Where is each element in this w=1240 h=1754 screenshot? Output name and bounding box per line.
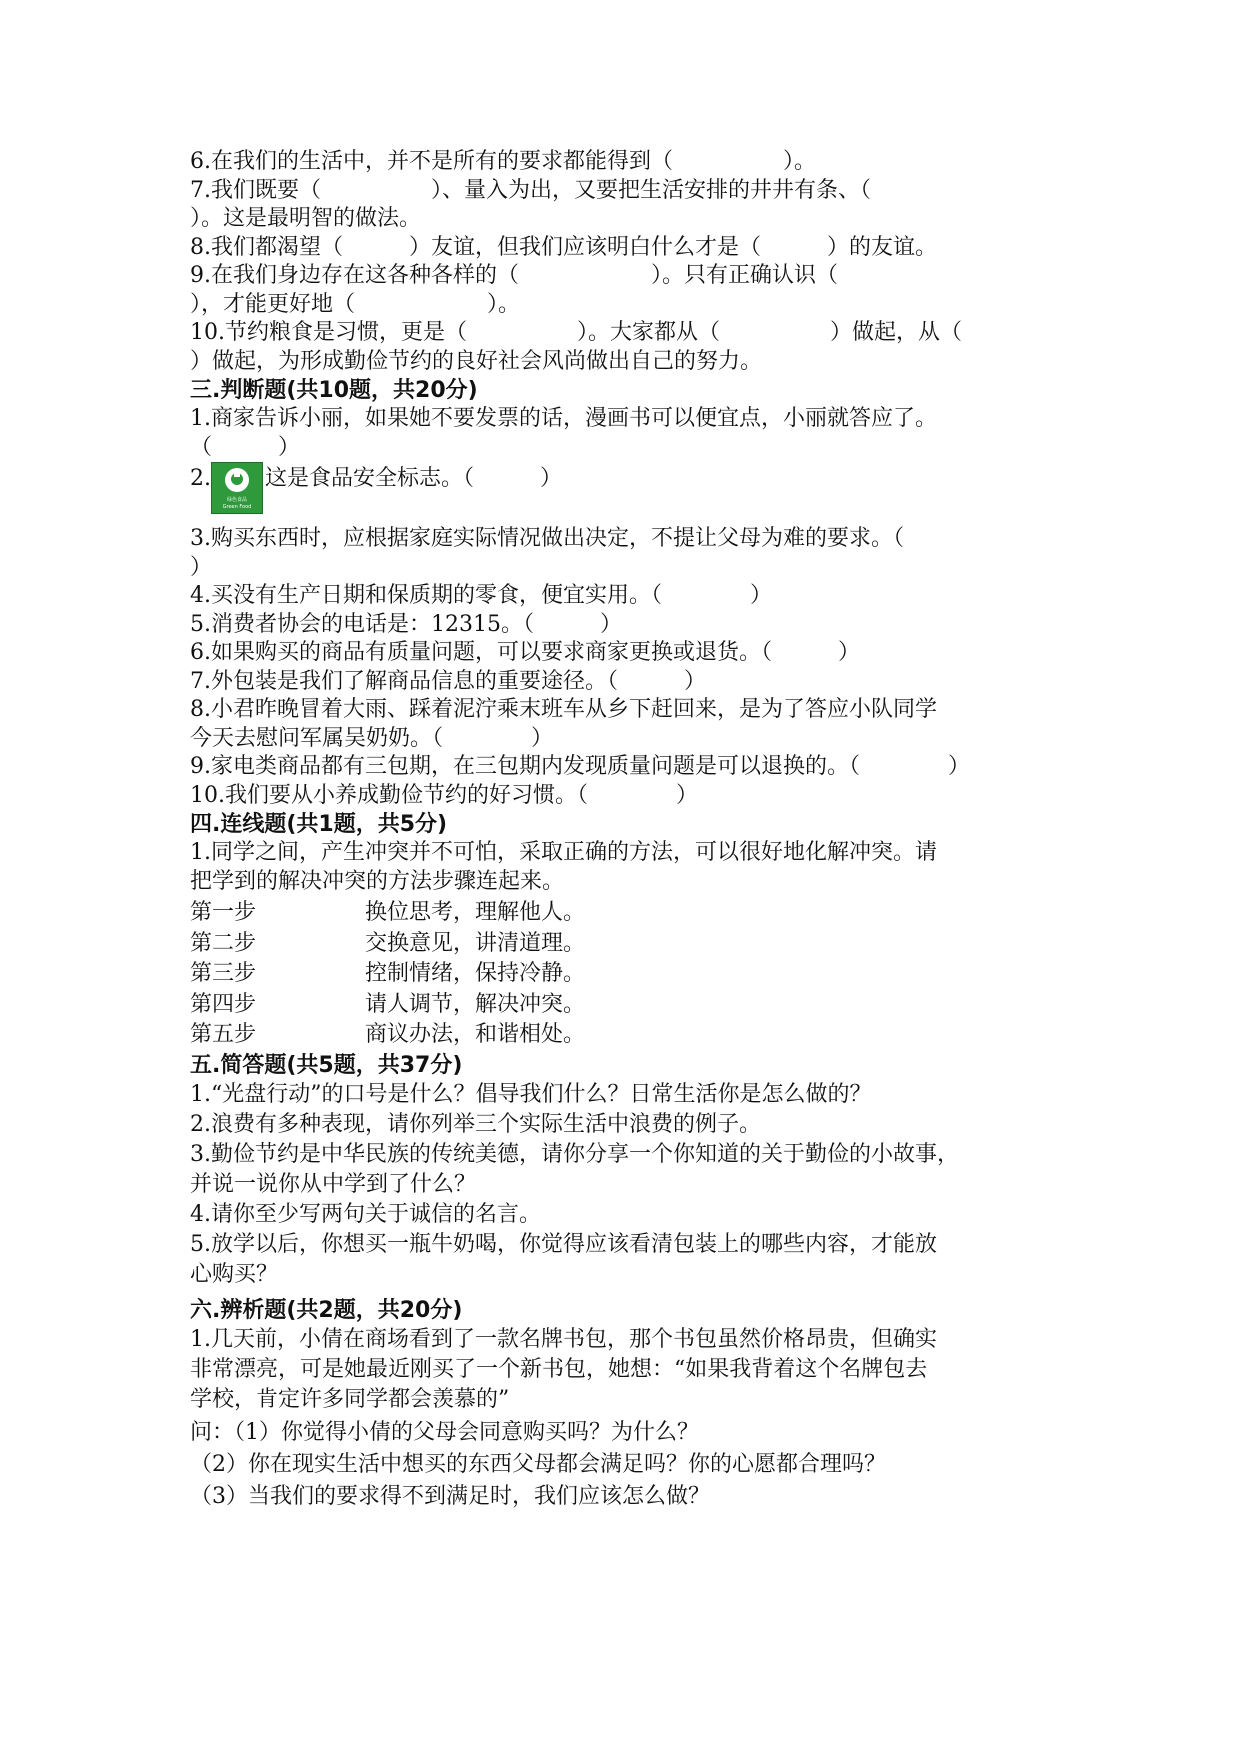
question-8 bbox=[190, 234, 1050, 263]
matching-steps bbox=[190, 898, 1050, 1051]
step-method: 商议办法，和谐相处。 bbox=[365, 1022, 586, 1047]
question-line: 9.在我们身边存在这各种各样的（ ）。只有正确认识（ bbox=[190, 263, 838, 288]
question-text: 这是食品安全标志。（ ） bbox=[265, 466, 563, 491]
judge-question-2 bbox=[190, 465, 1050, 525]
short-answer-questions bbox=[190, 1080, 1050, 1290]
matching-question-1 bbox=[190, 839, 1050, 896]
judge-question-7: 7.外包装是我们了解商品信息的重要途径。（ ） bbox=[190, 668, 706, 694]
question-line: 今天去慰问军属吴奶奶。（ ） bbox=[190, 725, 554, 751]
short-question-1: 1.“光盘行动”的口号是什么？倡导我们什么？日常生活你是怎么做的？ bbox=[190, 1081, 872, 1107]
question-line: 把学到的解决冲突的方法步骤连起来。 bbox=[190, 868, 565, 894]
step-method: 换位思考，理解他人。 bbox=[365, 900, 586, 925]
question-line: 6.在我们的生活中，并不是所有的要求都能得到（ ）。 bbox=[190, 149, 816, 174]
section-5-heading: 五.简答题(共5题，共37分) bbox=[190, 1052, 463, 1078]
judge-question-10: 10.我们要从小养成勤俭节约的好习惯。（ ） bbox=[190, 782, 698, 808]
question-line: 8.小君昨晚冒着大雨、踩着泥泞乘末班车从乡下赶回来，是为了答应小队同学 bbox=[190, 697, 937, 722]
step-row bbox=[190, 898, 1050, 929]
step-label: 第三步 bbox=[190, 961, 257, 986]
step-method: 请人调节，解决冲突。 bbox=[365, 991, 586, 1017]
section-6-heading: 六.辨析题(共2题，共20分) bbox=[190, 1297, 463, 1323]
section-3-heading: 三.判断题(共10题，共20分) bbox=[190, 378, 478, 403]
exam-page bbox=[190, 148, 1050, 1512]
question-line: 1.同学之间，产生冲突并不可怕，采取正确的方法，可以很好地化解冲突。请 bbox=[190, 840, 937, 865]
judge-question-8 bbox=[190, 696, 1050, 753]
question-line: 8.我们都渴望（ ）友谊，但我们应该明白什么才是（ ）的友谊。 bbox=[190, 234, 937, 260]
question-line: 非常漂亮，可是她最近刚买了一个新书包，她想：“如果我背着这个名牌包去 bbox=[190, 1356, 928, 1382]
question-line: 3.勤俭节约是中华民族的传统美德，请你分享一个你知道的关于勤俭的小故事， bbox=[190, 1141, 959, 1167]
short-question-2: 2.浪费有多种表现，请你列举三个实际生活中浪费的例子。 bbox=[190, 1111, 761, 1137]
step-row bbox=[190, 1020, 1050, 1051]
section-4-heading: 四.连线题(共1题，共5分) bbox=[190, 812, 448, 837]
question-line: ）做起，为形成勤俭节约的良好社会风尚做出自己的努力。 bbox=[190, 348, 763, 374]
question-line: 7.我们既要（ ）、量入为出，又要把生活安排的井井有条、（ bbox=[190, 177, 871, 203]
question-line: 3.购买东西时，应根据家庭实际情况做出决定，不提让父母为难的要求。（ bbox=[190, 526, 904, 551]
question-line: 10.节约粮食是习惯，更是（ ）。大家都从（ ）做起，从（ bbox=[190, 320, 962, 345]
short-question-5 bbox=[190, 1230, 1050, 1290]
question-line: 并说一说你从中学到了什么？ bbox=[190, 1171, 477, 1197]
judge-question-1 bbox=[190, 405, 1050, 462]
step-method: 交换意见，讲清道理。 bbox=[365, 930, 586, 956]
step-row bbox=[190, 959, 1050, 990]
question-line: ）。这是最明智的做法。 bbox=[190, 206, 422, 231]
question-9 bbox=[190, 262, 1050, 319]
judge-question-6: 6.如果购买的商品有质量问题，可以要求商家更换或退货。（ ） bbox=[190, 640, 860, 665]
fill-blank-section bbox=[190, 148, 1050, 376]
step-row bbox=[190, 929, 1050, 960]
short-question-3 bbox=[190, 1140, 1050, 1200]
question-line: 学校，肯定许多同学都会羡慕的” bbox=[190, 1386, 510, 1412]
step-label: 第二步 bbox=[190, 930, 257, 956]
logo-text-cn: 绿色食品 bbox=[226, 497, 247, 503]
question-7 bbox=[190, 177, 1050, 234]
short-question-4: 4.请你至少写两句关于诚信的名言。 bbox=[190, 1201, 541, 1227]
step-label: 第四步 bbox=[190, 991, 257, 1017]
question-line: ） bbox=[190, 554, 213, 580]
question-10 bbox=[190, 319, 1050, 376]
logo-text-en: Green Food bbox=[222, 504, 252, 510]
green-food-logo-icon bbox=[211, 462, 263, 514]
judge-question-9: 9.家电类商品都有三包期，在三包期内发现质量问题是可以退换的。（ ） bbox=[190, 754, 970, 779]
question-6 bbox=[190, 148, 1050, 177]
step-method: 控制情绪，保持冷静。 bbox=[365, 961, 586, 986]
question-line: （ ） bbox=[190, 434, 301, 460]
sub-question-2: （2）你在现实生活中想买的东西父母都会满足吗？你的心愿都合理吗？ bbox=[190, 1451, 886, 1477]
step-row bbox=[190, 990, 1050, 1021]
question-line: 5.放学以后，你想买一瓶牛奶喝，你觉得应该看清包装上的哪些内容，才能放 bbox=[190, 1231, 937, 1257]
judge-question-5: 5.消费者协会的电话是：12315。（ ） bbox=[190, 611, 622, 637]
analysis-question-1 bbox=[190, 1325, 1050, 1512]
question-line: 1.几天前，小倩在商场看到了一款名牌书包，那个书包虽然价格昂贵，但确实 bbox=[190, 1326, 937, 1352]
judge-question-4: 4.买没有生产日期和保质期的零食，便宜实用。（ ） bbox=[190, 583, 772, 608]
judge-question-3 bbox=[190, 525, 1050, 582]
question-number: 2. bbox=[190, 466, 211, 491]
question-line: 心购买？ bbox=[190, 1261, 279, 1287]
sub-question-1: 问：（1）你觉得小倩的父母会同意购买吗？为什么？ bbox=[190, 1419, 699, 1445]
step-label: 第五步 bbox=[190, 1022, 257, 1047]
question-line: ），才能更好地（ ）。 bbox=[190, 291, 521, 317]
question-line: 1.商家告诉小丽，如果她不要发票的话，漫画书可以便宜点，小丽就答应了。 bbox=[190, 406, 937, 431]
sub-question-3: （3）当我们的要求得不到满足时，我们应该怎么做？ bbox=[190, 1483, 710, 1509]
step-label: 第一步 bbox=[190, 900, 257, 925]
